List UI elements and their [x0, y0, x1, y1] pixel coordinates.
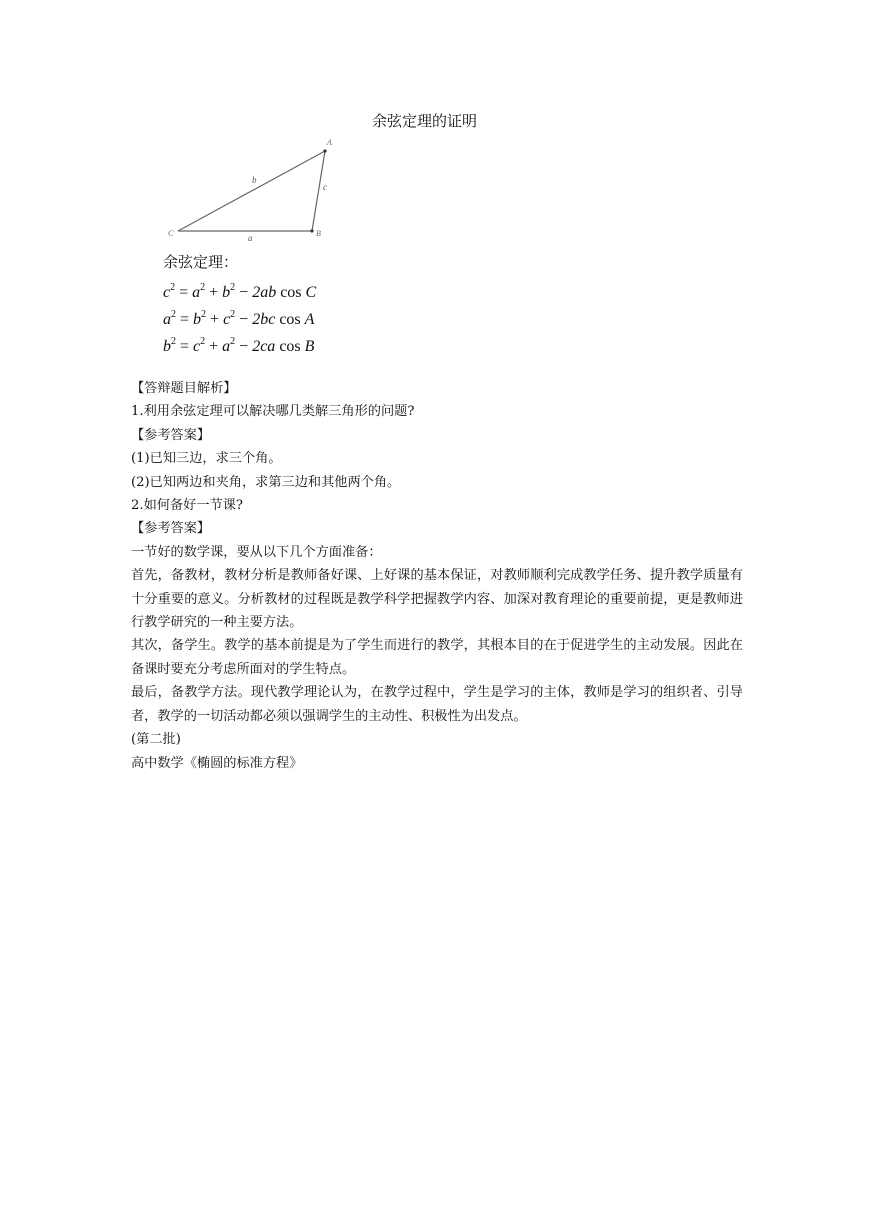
triangle-figure — [163, 135, 343, 245]
formula-heading: 余弦定理： — [163, 253, 239, 271]
side-label-b: b — [252, 175, 257, 185]
section-heading: 【答辩题目解析】 — [131, 381, 237, 396]
answer-paragraph: 首先，备教材，教材分析是教师备好课、上好课的基本保证，对教师顺利完成教学任务、提升教学质量有十分重要的意义。分析教材的过程既是教学科学把握教学内容、加深对教育理论的重要前提，更是教师进行教学研究的一种主要方法。 — [131, 568, 743, 631]
vertex-a-dot — [323, 149, 326, 152]
answer-text: 一节好的数学课，要从以下几个方面准备： — [131, 544, 382, 560]
page-title: 余弦定理的证明 — [371, 112, 477, 130]
vertex-label-c: C — [168, 229, 174, 238]
question-text: 1.利用余弦定理可以解决哪几类解三角形的问题? — [131, 404, 415, 420]
answer-text: (2)已知两边和夹角，求第三边和其他两个角。 — [131, 474, 401, 490]
question-text: 2.如何备好一节课? — [131, 498, 243, 514]
answer-paragraph: 最后，备教学方法。现代教学理论认为，在教学过程中，学生是学习的主体，教师是学习的组织者、引导者，教学的一切活动都必须以强调学生的主动性、积极性为出发点。 — [131, 685, 743, 724]
side-b-line — [178, 151, 325, 231]
vertex-b-dot — [310, 229, 313, 232]
topic-title: 高中数学《椭圆的标准方程》 — [131, 755, 303, 771]
document-body — [131, 377, 743, 775]
batch-label: (第二批) — [131, 732, 181, 748]
formula-line: $b^2 = c^2 + a^2 - 2ca$ cos B — [163, 336, 315, 355]
vertex-label-b: B — [316, 229, 321, 238]
answer-text: (1)已知三边，求三个角。 — [131, 451, 282, 467]
answer-paragraph: 其次，备学生。教学的基本前提是为了学生而进行的教学，其根本目的在于促进学生的主动发展。因此在备课时要充分考虑所面对的学生特点。 — [131, 638, 743, 677]
formula-line: $c^2 = a^2 + b^2 - 2ab$ cos C — [163, 282, 317, 301]
answer-heading: 【参考答案】 — [131, 521, 211, 537]
formula-line: $a^2 = b^2 + c^2 - 2bc$ cos A — [163, 309, 315, 328]
answer-heading: 【参考答案】 — [131, 427, 211, 443]
side-label-c: c — [323, 182, 327, 192]
vertex-label-a: A — [327, 138, 332, 147]
side-label-a: a — [248, 233, 253, 243]
cosine-law-formulas — [163, 250, 316, 355]
